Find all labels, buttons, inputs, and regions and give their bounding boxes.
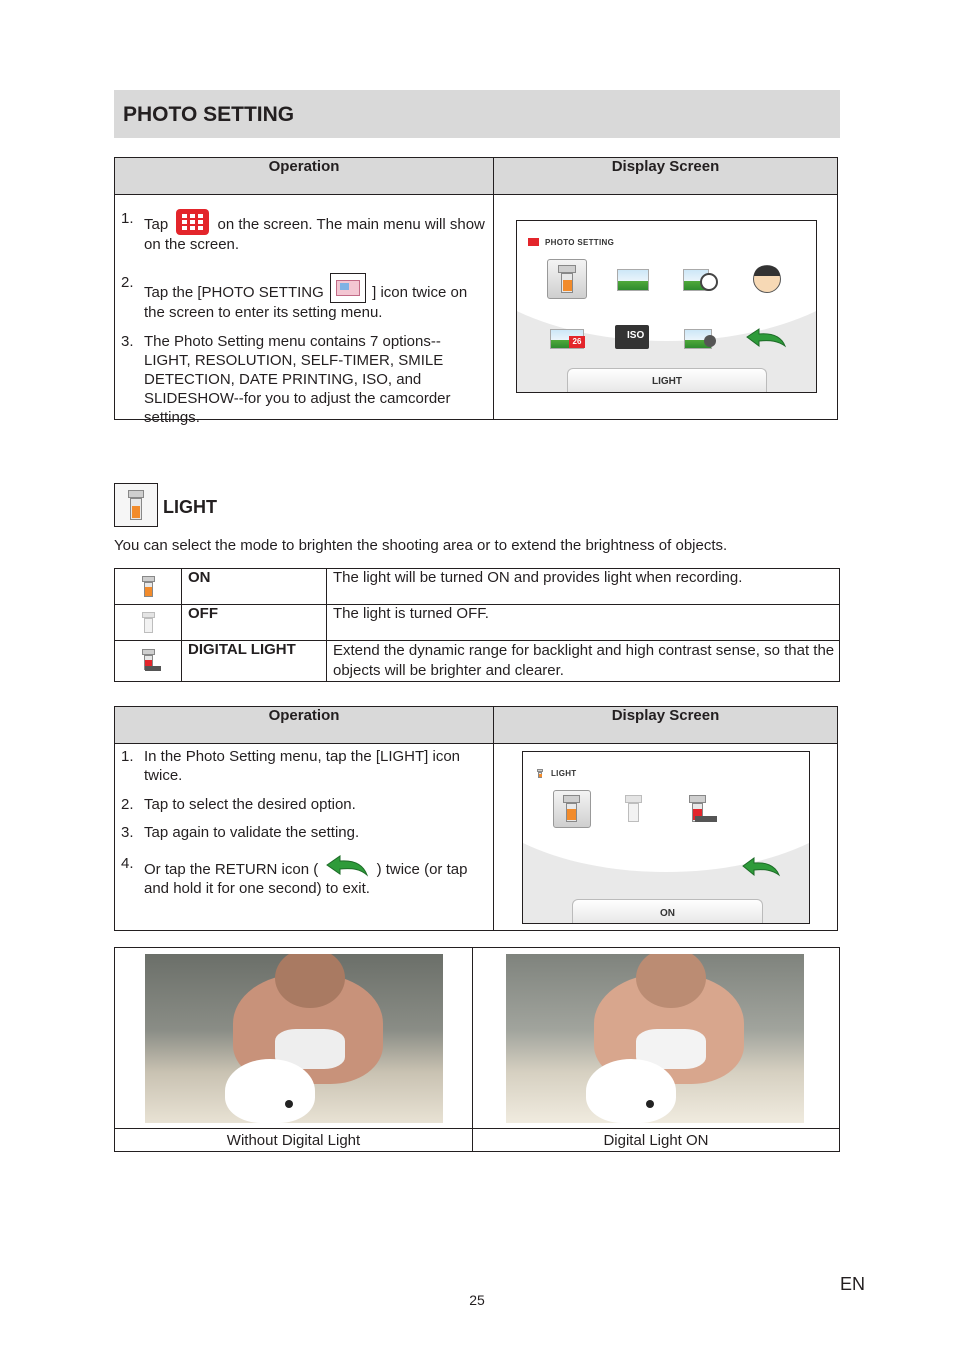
display-cell [494,744,838,931]
iso-icon[interactable]: ISO [615,325,649,349]
left-photo-cell [115,948,473,1129]
section-title-bar [114,90,840,138]
screen-bottom-label: ON [660,908,675,919]
display-cell [494,195,838,420]
photo-digital-light-on [506,954,804,1123]
col-display-header: Display Screen [494,707,838,744]
right-caption: Digital Light ON [473,1129,840,1152]
light-on-tile[interactable] [553,790,591,828]
light-options-table [114,568,840,682]
light-screen [522,751,810,924]
screen-header: LIGHT [551,769,577,778]
page-number: 25 [469,1292,485,1308]
return-icon[interactable] [745,327,787,349]
smile-detection-icon[interactable] [753,265,781,293]
screen-bottom-bar [567,368,767,393]
step-1: 1. In the Photo Setting menu, tap the [LIGHT] icon twice. [121,748,461,784]
return-icon[interactable] [741,856,781,878]
step-4: 4. Or tap the RETURN icon ( ) twice (or tap and hold it for one second) to exit. [121,855,468,897]
photo-setting-small-icon [528,238,539,246]
light-heading: LIGHT [163,497,217,517]
return-icon [325,854,369,878]
step-2: 2. Tap to select the desired option. [121,796,356,813]
option-row-off [115,605,840,641]
timer-clock-icon [700,273,718,291]
step-3: 3. Tap again to validate the setting. [121,824,360,841]
comparison-table [114,947,840,1152]
col-operation-header: Operation [115,707,494,744]
option-desc: Extend the dynamic range for backlight and high contrast sense, so that the objects will be brighter and clearer. [327,641,840,682]
operation-table-2 [114,706,838,931]
operation-cell [115,195,494,426]
step-1: 1. Tap on the screen. The main menu will show on the screen. [121,210,485,253]
option-name: OFF [182,605,327,641]
option-row-on [115,569,840,605]
photo-setting-icon [330,273,366,303]
screen-bottom-bar [572,899,763,924]
photo-without-digital-light [145,954,443,1123]
right-photo-cell [473,948,840,1129]
screen-bottom-label: LIGHT [652,376,682,387]
light-heading-icon-box [114,483,158,527]
step-2: 2. Tap the [PHOTO SETTING ] icon twice on the screen to enter its setting menu. [121,274,468,321]
operation-cell [115,744,494,931]
light-on-icon [142,576,155,597]
resolution-icon[interactable] [617,269,649,291]
main-menu-icon [176,209,209,235]
option-name: ON [182,569,327,605]
light-option-tile[interactable] [547,259,587,299]
option-row-digital-light [115,641,840,682]
language-label: EN [840,1274,866,1294]
option-desc: The light will be turned ON and provides light when recording. [327,569,840,605]
light-icon [128,490,144,520]
screen-header: PHOTO SETTING [545,238,615,247]
photo-setting-screen [516,220,817,393]
play-icon [704,335,716,347]
date-badge: 26 [569,336,585,348]
operation-table-1 [114,157,838,426]
col-operation-header: Operation [115,158,494,195]
step-3: 3. The Photo Setting menu contains 7 options--LIGHT, RESOLUTION, SELF-TIMER, SMILE DETECTION, DATE PRINTING, ISO, and SLIDESHOW--for you to adjust the camcorder settings. [121,333,451,426]
left-caption: Without Digital Light [115,1129,473,1152]
section-title: PHOTO SETTING [123,103,295,126]
light-off-icon [142,612,155,633]
col-display-header: Display Screen [494,158,838,195]
light-small-icon [537,769,543,778]
option-desc: The light is turned OFF. [327,605,840,641]
light-description: You can select the mode to brighten the shooting area or to extend the brightness of objects. [114,537,728,554]
option-name: DIGITAL LIGHT [182,641,327,682]
light-off-tile[interactable] [625,795,642,822]
